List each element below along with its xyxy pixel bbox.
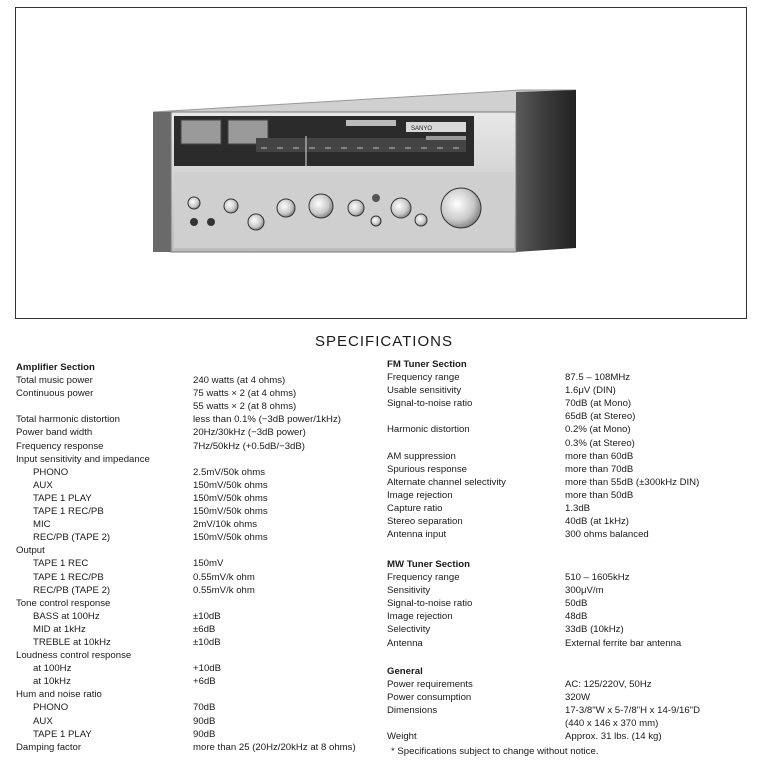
spec-value: 1.6μV (DIN) <box>565 385 616 397</box>
spec-value: 0.55mV/k ohm <box>193 584 255 596</box>
spec-label: at 100Hz <box>33 663 72 675</box>
spec-label: Continuous power <box>16 388 94 400</box>
spec-value: 75 watts × 2 (at 4 ohms) <box>193 388 297 400</box>
spec-label: TAPE 1 REC <box>33 558 89 570</box>
spec-label: Alternate channel selectivity <box>387 476 506 488</box>
section-heading <box>387 665 757 678</box>
spec-label: Damping factor <box>16 741 82 753</box>
spec-row <box>16 688 386 701</box>
spec-label: Frequency response <box>16 440 104 452</box>
section-heading <box>387 558 757 571</box>
spec-row <box>16 544 386 557</box>
spec-label: PHONO <box>33 702 69 714</box>
spec-label: Input sensitivity and impedance <box>16 453 150 465</box>
spec-row <box>16 387 386 400</box>
spec-label: MIC <box>33 519 51 531</box>
spec-value: 150mV/50k ohms <box>193 492 268 504</box>
spec-value: ±10dB <box>193 636 221 648</box>
spec-value: 240 watts (at 4 ohms) <box>193 375 286 387</box>
spec-label: PHONO <box>33 466 69 478</box>
spec-row <box>387 371 757 384</box>
spec-row <box>387 463 757 476</box>
spec-value: ±6dB <box>193 623 216 635</box>
spec-row <box>16 400 386 413</box>
spec-row <box>16 413 386 426</box>
spec-row <box>387 717 757 730</box>
spec-label: Harmonic distortion <box>387 424 470 436</box>
spec-value: 17-3/8"W x 5-7/8"H x 14-9/16"D <box>565 705 700 717</box>
spec-label: Capture ratio <box>387 503 443 515</box>
spec-row <box>387 450 757 463</box>
spec-row <box>16 584 386 597</box>
fm-tuner-specs <box>387 358 757 541</box>
spec-label: Dimensions <box>387 705 438 717</box>
spec-row <box>387 502 757 515</box>
spec-value: 150mV/50k ohms <box>193 479 268 491</box>
spec-value: 320W <box>565 692 591 704</box>
spec-value: 48dB <box>565 611 588 623</box>
spec-value: 33dB (10kHz) <box>565 624 624 636</box>
spec-value: 0.2% (at Mono) <box>565 424 631 436</box>
section-title: FM Tuner Section <box>387 359 467 370</box>
spec-value: 150mV/50k ohms <box>193 532 268 544</box>
spec-value: +6dB <box>193 676 216 688</box>
spec-value: (440 x 146 x 370 mm) <box>565 718 659 730</box>
spec-row <box>16 675 386 688</box>
spec-label: Power consumption <box>387 692 472 704</box>
spec-label: Signal-to-noise ratio <box>387 398 473 410</box>
spec-value: less than 0.1% (−3dB power/1kHz) <box>193 414 341 426</box>
product-photo <box>15 7 747 319</box>
section-heading <box>16 361 386 374</box>
spec-row <box>16 623 386 636</box>
spec-row <box>16 531 386 544</box>
spec-row <box>16 505 386 518</box>
spec-row <box>16 557 386 570</box>
spec-value: 70dB <box>193 702 216 714</box>
brand-logo: SANYO <box>411 126 433 132</box>
spec-row <box>387 528 757 541</box>
spec-label: AUX <box>33 715 53 727</box>
spec-label: REC/PB (TAPE 2) <box>33 584 111 596</box>
spec-row <box>387 623 757 636</box>
spec-value: ±10dB <box>193 610 221 622</box>
spec-row <box>16 649 386 662</box>
spec-value: 7Hz/50kHz (+0.5dB/−3dB) <box>193 440 305 452</box>
spec-row <box>387 691 757 704</box>
section-title: MW Tuner Section <box>387 559 470 570</box>
spec-value: 2.5mV/50k ohms <box>193 466 265 478</box>
spec-row <box>16 636 386 649</box>
spec-value: 20Hz/30kHz (−3dB power) <box>193 427 306 439</box>
spec-label: at 10kHz <box>33 676 71 688</box>
spec-label: Selectivity <box>387 624 431 636</box>
spec-row <box>16 518 386 531</box>
spec-label: Loudness control response <box>16 650 132 662</box>
spec-label: Tone control response <box>16 597 111 609</box>
spec-label: Power requirements <box>387 679 473 691</box>
spec-value: more than 70dB <box>565 463 634 475</box>
spec-label: Antenna <box>387 637 423 649</box>
spec-value: 87.5 – 108MHz <box>565 372 631 384</box>
spec-value: 0.55mV/k ohm <box>193 571 255 583</box>
spec-row <box>387 678 757 691</box>
spec-value: 70dB (at Mono) <box>565 398 632 410</box>
spec-value: +10dB <box>193 663 222 675</box>
spec-label: Usable sensitivity <box>387 385 462 397</box>
spec-value: more than 60dB <box>565 450 634 462</box>
spec-row <box>387 423 757 436</box>
spec-value: 55 watts × 2 (at 8 ohms) <box>193 401 297 413</box>
spec-value: 65dB (at Stereo) <box>565 411 636 423</box>
spec-label: TAPE 1 REC/PB <box>33 571 104 583</box>
spec-row <box>16 662 386 675</box>
spec-value: 2mV/10k ohms <box>193 519 257 531</box>
spec-row <box>16 453 386 466</box>
footnote: * Specifications subject to change without notice. <box>391 746 599 757</box>
spec-value: 1.3dB <box>565 503 591 515</box>
spec-label: Total music power <box>16 375 93 387</box>
spec-row <box>387 584 757 597</box>
spec-value: Approx. 31 lbs. (14 kg) <box>565 731 662 743</box>
spec-row <box>387 637 757 650</box>
spec-row <box>16 728 386 741</box>
spec-value: 510 – 1605kHz <box>565 572 630 584</box>
spec-value: 150mV/50k ohms <box>193 506 268 518</box>
spec-row <box>387 437 757 450</box>
spec-row <box>387 410 757 423</box>
spec-label: Stereo separation <box>387 516 463 528</box>
spec-label: Spurious response <box>387 463 467 475</box>
spec-value: more than 25 (20Hz/20kHz at 8 ohms) <box>193 741 356 753</box>
spec-row <box>16 741 386 754</box>
spec-label: TREBLE at 10kHz <box>33 636 111 648</box>
spec-row <box>387 730 757 743</box>
spec-label: TAPE 1 REC/PB <box>33 506 104 518</box>
spec-row <box>16 571 386 584</box>
spec-value: 300 ohms balanced <box>565 529 649 541</box>
spec-row <box>16 479 386 492</box>
spec-row <box>16 492 386 505</box>
spec-row <box>16 701 386 714</box>
spec-value: 90dB <box>193 728 216 740</box>
spec-label: Signal-to-noise ratio <box>387 598 473 610</box>
section-title: Amplifier Section <box>16 362 95 373</box>
spec-row <box>16 374 386 387</box>
spec-row <box>16 597 386 610</box>
spec-row <box>387 397 757 410</box>
amplifier-specs <box>16 361 386 754</box>
spec-label: TAPE 1 PLAY <box>33 492 92 504</box>
spec-value: External ferrite bar antenna <box>565 637 682 649</box>
spec-value: 0.3% (at Stereo) <box>565 437 635 449</box>
page-title: SPECIFICATIONS <box>315 333 453 350</box>
receiver-illustration <box>16 8 746 318</box>
spec-row <box>387 384 757 397</box>
spec-label: Power band width <box>16 427 93 439</box>
spec-row <box>16 440 386 453</box>
spec-value: 40dB (at 1kHz) <box>565 516 629 528</box>
spec-row <box>16 610 386 623</box>
spec-value: more than 50dB <box>565 489 634 501</box>
spec-row <box>387 704 757 717</box>
spec-label: Hum and noise ratio <box>16 689 102 701</box>
spec-label: Image rejection <box>387 489 453 501</box>
spec-row <box>16 715 386 728</box>
spec-row <box>387 610 757 623</box>
spec-label: Sensitivity <box>387 585 431 597</box>
spec-label: Frequency range <box>387 572 460 584</box>
spec-label: MID at 1kHz <box>33 623 86 635</box>
spec-label: Antenna input <box>387 529 447 541</box>
section-heading <box>387 358 757 371</box>
spec-row <box>16 466 386 479</box>
spec-row <box>387 515 757 528</box>
spec-label: Weight <box>387 731 417 743</box>
spec-row <box>387 489 757 502</box>
spec-value: AC: 125/220V, 50Hz <box>565 679 652 691</box>
spec-label: AUX <box>33 479 53 491</box>
spec-label: AM suppression <box>387 450 456 462</box>
section-title: General <box>387 666 423 677</box>
spec-label: TAPE 1 PLAY <box>33 728 92 740</box>
general-specs <box>387 665 757 744</box>
spec-row <box>16 426 386 439</box>
spec-label: Output <box>16 545 45 557</box>
spec-row <box>387 476 757 489</box>
spec-value: 300μV/m <box>565 585 604 597</box>
spec-label: Image rejection <box>387 611 453 623</box>
spec-label: Total harmonic distortion <box>16 414 120 426</box>
spec-row <box>387 597 757 610</box>
spec-value: 50dB <box>565 598 588 610</box>
spec-label: BASS at 100Hz <box>33 610 100 622</box>
spec-value: 90dB <box>193 715 216 727</box>
spec-value: 150mV <box>193 558 224 570</box>
mw-tuner-specs <box>387 558 757 650</box>
spec-label: Frequency range <box>387 372 460 384</box>
spec-value: more than 55dB (±300kHz DIN) <box>565 476 700 488</box>
spec-row <box>387 571 757 584</box>
spec-label: REC/PB (TAPE 2) <box>33 532 111 544</box>
